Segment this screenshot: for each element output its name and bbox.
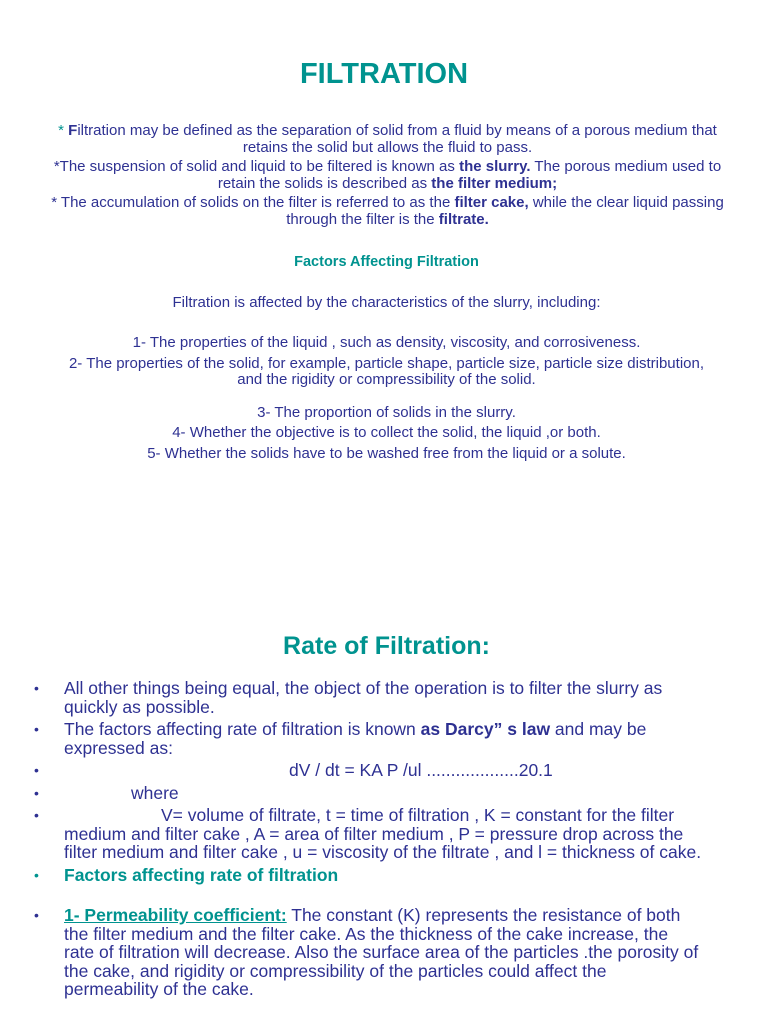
factor-item: 5- Whether the solids have to be washed free from the liquid or a solute.: [147, 444, 626, 462]
factor-item: 1- The properties of the liquid , such as density, viscosity, and corrosiveness.: [132, 334, 641, 351]
bullet-icon: •: [34, 866, 39, 883]
list-item: • where: [34, 782, 179, 803]
intro-definition: * Filtration may be defined as the separation of solid from a fluid by means of a porous medium that retains the solid but allows the fluid to pass.: [58, 122, 717, 156]
list-item: • 1- Permeability coefficient: The constant (K) represents the resistance of both the filter medium and the filter cake. As the thickness of the cake increase, the rate of filtration will decrease. Also the surface area of the particles .the porosity of the cake, and rigidity or compressibility of the particles could affect the permeability of the cake.: [34, 905, 699, 999]
bullet-icon: •: [34, 907, 39, 923]
intro-cake: * The accumulation of solids on the filter is referred to as the filter cake, while the clear liquid passing through the filter is the filtrate.: [51, 194, 724, 228]
equation-item: [34, 761, 702, 780]
definitions-item: • V= volume of filtrate, t = time of filtration , K = constant for the filter medium and filter cake , A = area of filter medium , P = pressure drop across the filter medium and filter cake , u = viscosity of the filtrate , and l = thickness of cake.: [34, 805, 702, 862]
bullet-icon: •: [34, 784, 39, 801]
factor-item: 3- The proportion of solids in the slurry.: [257, 403, 516, 421]
affected-line: Filtration is affected by the characteristics of the slurry, including:: [172, 294, 601, 311]
rate-bullet-list: [34, 679, 702, 1003]
bullet-icon: •: [34, 807, 39, 823]
factors-subheading: Factors Affecting Filtration: [294, 254, 479, 270]
bullet-icon: •: [34, 762, 39, 778]
bullet-icon: •: [34, 680, 39, 696]
rate-title: Rate of Filtration:: [283, 632, 490, 660]
intro-slurry: *The suspension of solid and liquid to be filtered is known as the slurry. The porous medium used to retain the solids is described as the filter medium;: [53, 158, 722, 192]
list-item: • Factors affecting rate of filtration: [34, 864, 339, 885]
factors-list: [60, 335, 713, 466]
bullet-icon: •: [34, 721, 39, 737]
darcy-equation: dV / dt = KA P /ul ...................20.1: [289, 760, 553, 780]
factor-item: 4- Whether the objective is to collect the solid, the liquid ,or both.: [172, 424, 601, 441]
factor-item: 2- The properties of the solid, for example, particle shape, particle size, particle size distribution, and the rigidity or compressibility of the solid.: [68, 354, 705, 388]
list-item: • The factors affecting rate of filtration is known as Darcy” s law and may be expressed as:: [34, 719, 647, 758]
page-title: FILTRATION: [299, 58, 469, 90]
list-item: • All other things being equal, the object of the operation is to filter the slurry as quickly as possible.: [34, 678, 663, 717]
intro-paragraphs: [40, 122, 735, 230]
